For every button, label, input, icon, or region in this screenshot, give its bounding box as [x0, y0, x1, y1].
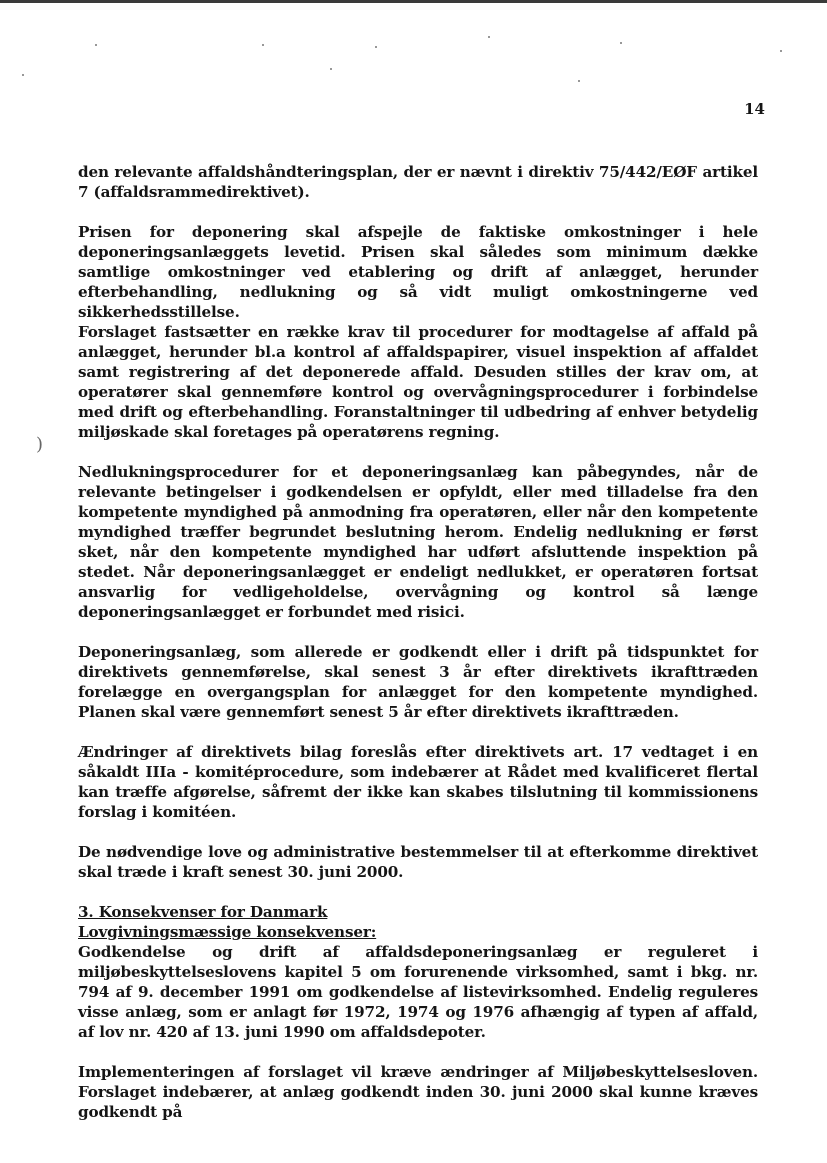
paragraph-amendments: Ændringer af direktivets bilag foreslås efter direktivets art. 17 vedtaget i en såkaldt IIIa - komitéprocedure, som indebærer at Rådet med kvalificeret flertal kan træffe afgørelse, såfremt der ikke kan skabes tilslutning til kommissionens forslag i komitéen.: [78, 743, 758, 821]
scan-speck: [330, 68, 332, 70]
paragraph-closure: Nedlukningsprocedurer for et deponeringsanlæg kan påbegyndes, når de relevante betingelser i godkendelsen er opfyldt, eller med tilladelse fra den kompetente myndighed på anmodning fra operatøren, eller når den kompetente myndighed træffer begrundet beslutning herom. Endelig nedlukning er først sket, når den kompetente myndighed har udført afsluttende inspektion på stedet. Når deponeringsanlægget er endeligt nedlukket, er operatøren fortsat ansvarlig for vedligeholdelse, overvågning og kontrol så længe deponeringsanlægget er forbundet med risici.: [78, 463, 758, 621]
section-heading: 3. Konsekvenser for Danmark: [78, 903, 328, 921]
paragraph-regulation: Godkendelse og drift af affaldsdeponeringsanlæg er reguleret i miljøbeskyttelseslovens kapitel 5 om forurenende virksomhed, samt i bkg. nr. 794 af 9. december 1991 om godkendelse af listevirksomhed. Endelig reguleres visse anlæg, som er anlagt før 1972, 1974 og 1976 afhængig af typen af affald, af lov nr. 420 af 13. juni 1990 om affaldsdepoter.: [78, 943, 758, 1041]
paragraph-existing-sites: Deponeringsanlæg, som allerede er godkendt eller i drift på tidspunktet for direktivets gennemførelse, skal senest 3 år efter direktivets ikrafttræden forelægge en overgangsplan for anlægget for den kompetente myndighed. Planen skal være gennemført senest 5 år efter direktivets ikrafttræden.: [78, 643, 758, 721]
scan-speck: [262, 44, 264, 46]
paragraph-continuation: den relevante affaldshåndteringsplan, der er nævnt i direktiv 75/442/EØF artikel 7 (affaldsrammedirektivet).: [78, 163, 758, 201]
scan-speck: [578, 80, 580, 82]
scan-speck: [375, 46, 377, 48]
paragraph-implementation: Implementeringen af forslaget vil kræve ændringer af Miljøbeskyttelsesloven. Forslaget indebærer, at anlæg godkendt inden 30. juni 2000 skal kunne kræves godkendt på: [78, 1063, 758, 1121]
scan-punch-mark: ): [36, 434, 44, 455]
section-subheading: Lovgivningsmæssige konsekvenser:: [78, 923, 377, 941]
paragraph-pricing: Prisen for deponering skal afspejle de faktiske omkostninger i hele deponeringsanlæggets levetid. Prisen skal således som minimum dække samtlige omkostninger ved etablering og drift af anlægget, herunder efterbehandling, nedlukning og så vidt muligt omkostningerne ved sikkerhedsstillelse.: [78, 223, 758, 321]
paragraph-procedures: Forslaget fastsætter en række krav til procedurer for modtagelse af affald på anlægget, herunder bl.a kontrol af affaldspapirer, visuel inspektion af affaldet samt registrering af det deponerede affald. Desuden stilles der krav om, at operatører skal gennemføre kontrol og overvågningsprocedurer i forbindelse med drift og efterbehandling. Foranstaltninger til udbedring af enhver betydelig miljøskade skal foretages på operatørens regning.: [78, 323, 758, 441]
document-body: [78, 162, 758, 1122]
scan-speck: [488, 36, 490, 38]
scan-top-border: [0, 0, 827, 3]
scan-speck: [780, 50, 782, 52]
paragraph-deadline: De nødvendige love og administrative bestemmelser til at efterkomme direktivet skal træde i kraft senest 30. juni 2000.: [78, 843, 758, 881]
page-number: 14: [744, 100, 765, 118]
scan-speck: [22, 74, 24, 76]
scan-speck: [620, 42, 622, 44]
scan-speck: [95, 44, 97, 46]
